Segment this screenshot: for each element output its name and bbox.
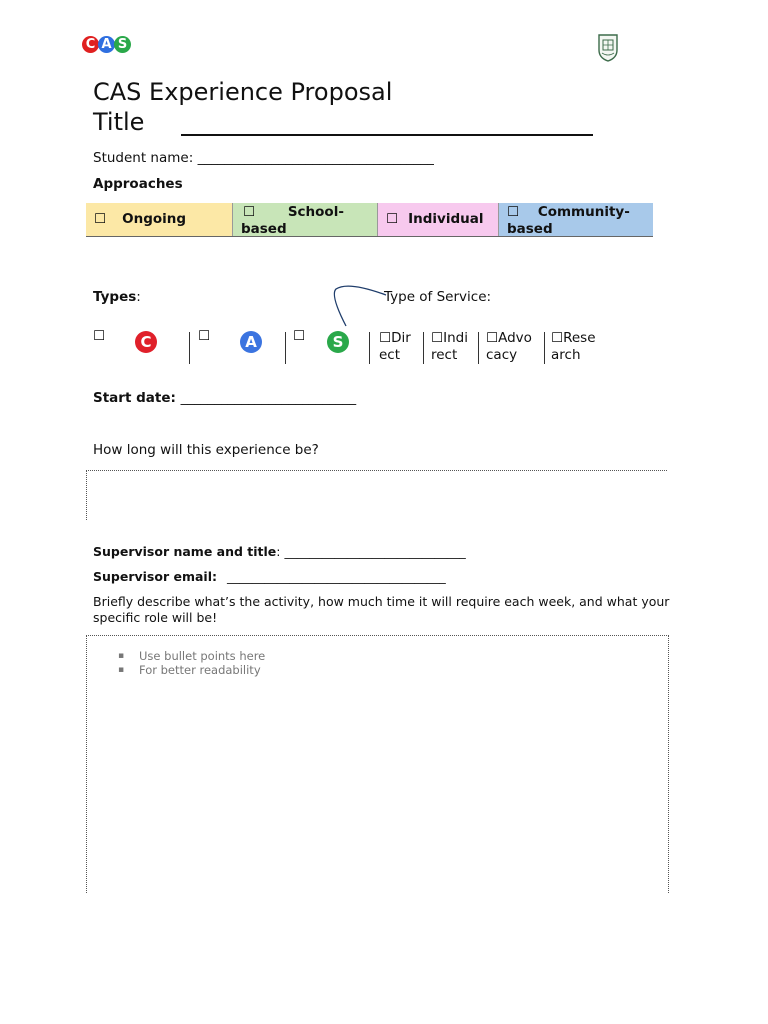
student-name-field[interactable]: ___________________________________ [197,150,434,166]
school-seal-icon [596,32,620,62]
service-advocacy[interactable] [486,330,532,364]
approach-individual-label: Individual [408,211,484,227]
service-research-line2: arch [551,347,581,363]
service-indirect[interactable] [431,330,468,364]
start-date-field[interactable]: __________________________ [180,390,357,406]
service-icon: S [327,331,349,353]
approach-individual-checkbox[interactable]: ☐ [386,211,399,227]
service-direct[interactable] [379,330,411,364]
types-divider [369,332,370,364]
student-name-label: Student name: [93,150,198,166]
title-label: Title [93,108,145,136]
types-divider [478,332,479,364]
supervisor-email-field[interactable]: ___________________________________ [226,569,446,584]
cas-logo-letter-c: C [82,36,99,53]
types-heading: Types [93,289,137,305]
approach-community-checkbox[interactable]: ☐ [507,204,520,220]
types-divider [423,332,424,364]
service-research-line1: ☐Rese [551,330,596,346]
type-a-checkbox[interactable]: ☐ [198,328,211,344]
service-advocacy-line1: ☐Advo [486,330,532,346]
student-name-row [93,150,434,166]
start-date-row [93,390,356,406]
approaches-table [86,203,653,237]
types-colon: : [136,289,141,305]
service-indirect-line1: ☐Indi [431,330,468,346]
cas-logo-letter-s: S [114,36,131,53]
service-direct-line1: ☐Dir [379,330,411,346]
approaches-heading: Approaches [93,176,183,192]
approach-community-label: Community-based [507,204,630,237]
cas-logo-letter-a: A [98,36,115,53]
start-date-label: Start date: [93,390,181,406]
approach-ongoing[interactable] [86,203,232,236]
description-bullets [118,649,265,677]
description-prompt: Briefly describe what’s the activity, how much time it will require each week, and what your specific role will be! [93,594,670,625]
service-indirect-line2: rect [431,347,458,363]
approach-community-based[interactable] [498,203,653,236]
type-of-service-label: Type of Service: [384,289,492,305]
type-c-checkbox[interactable]: ☐ [93,328,106,344]
approach-ongoing-label: Ongoing [122,211,187,227]
service-direct-line2: ect [379,347,401,363]
supervisor-name-row [93,544,466,559]
supervisor-name-colon: : [276,544,285,559]
supervisor-name-field[interactable]: _____________________________ [284,544,466,559]
approach-school-label: School-based [241,204,344,237]
service-research[interactable] [551,330,596,364]
types-row [93,328,613,366]
service-advocacy-line2: cacy [486,347,518,363]
approach-school-based[interactable] [232,203,377,236]
activity-icon: A [240,331,262,353]
types-divider [189,332,190,364]
types-divider [544,332,545,364]
approach-individual[interactable] [377,203,498,236]
approach-school-checkbox[interactable]: ☐ [243,204,256,220]
creativity-icon: C [135,331,157,353]
types-divider [285,332,286,364]
supervisor-name-label: Supervisor name and title [93,544,277,559]
types-heading-row [93,289,141,305]
approach-ongoing-checkbox[interactable]: ☐ [94,211,107,227]
title-field-line[interactable] [181,134,593,136]
connector-curve [328,283,388,329]
duration-answer-box[interactable] [86,470,667,520]
supervisor-email-row [93,569,446,584]
bullet-item: ▪ Use bullet points here [118,649,265,663]
bullet-item: ▪ For better readability [118,663,265,677]
type-s-checkbox[interactable]: ☐ [293,328,306,344]
duration-question: How long will this experience be? [93,442,319,458]
cas-logo [82,36,130,56]
document-title: CAS Experience Proposal [93,78,393,106]
supervisor-email-label: Supervisor email: [93,569,217,584]
